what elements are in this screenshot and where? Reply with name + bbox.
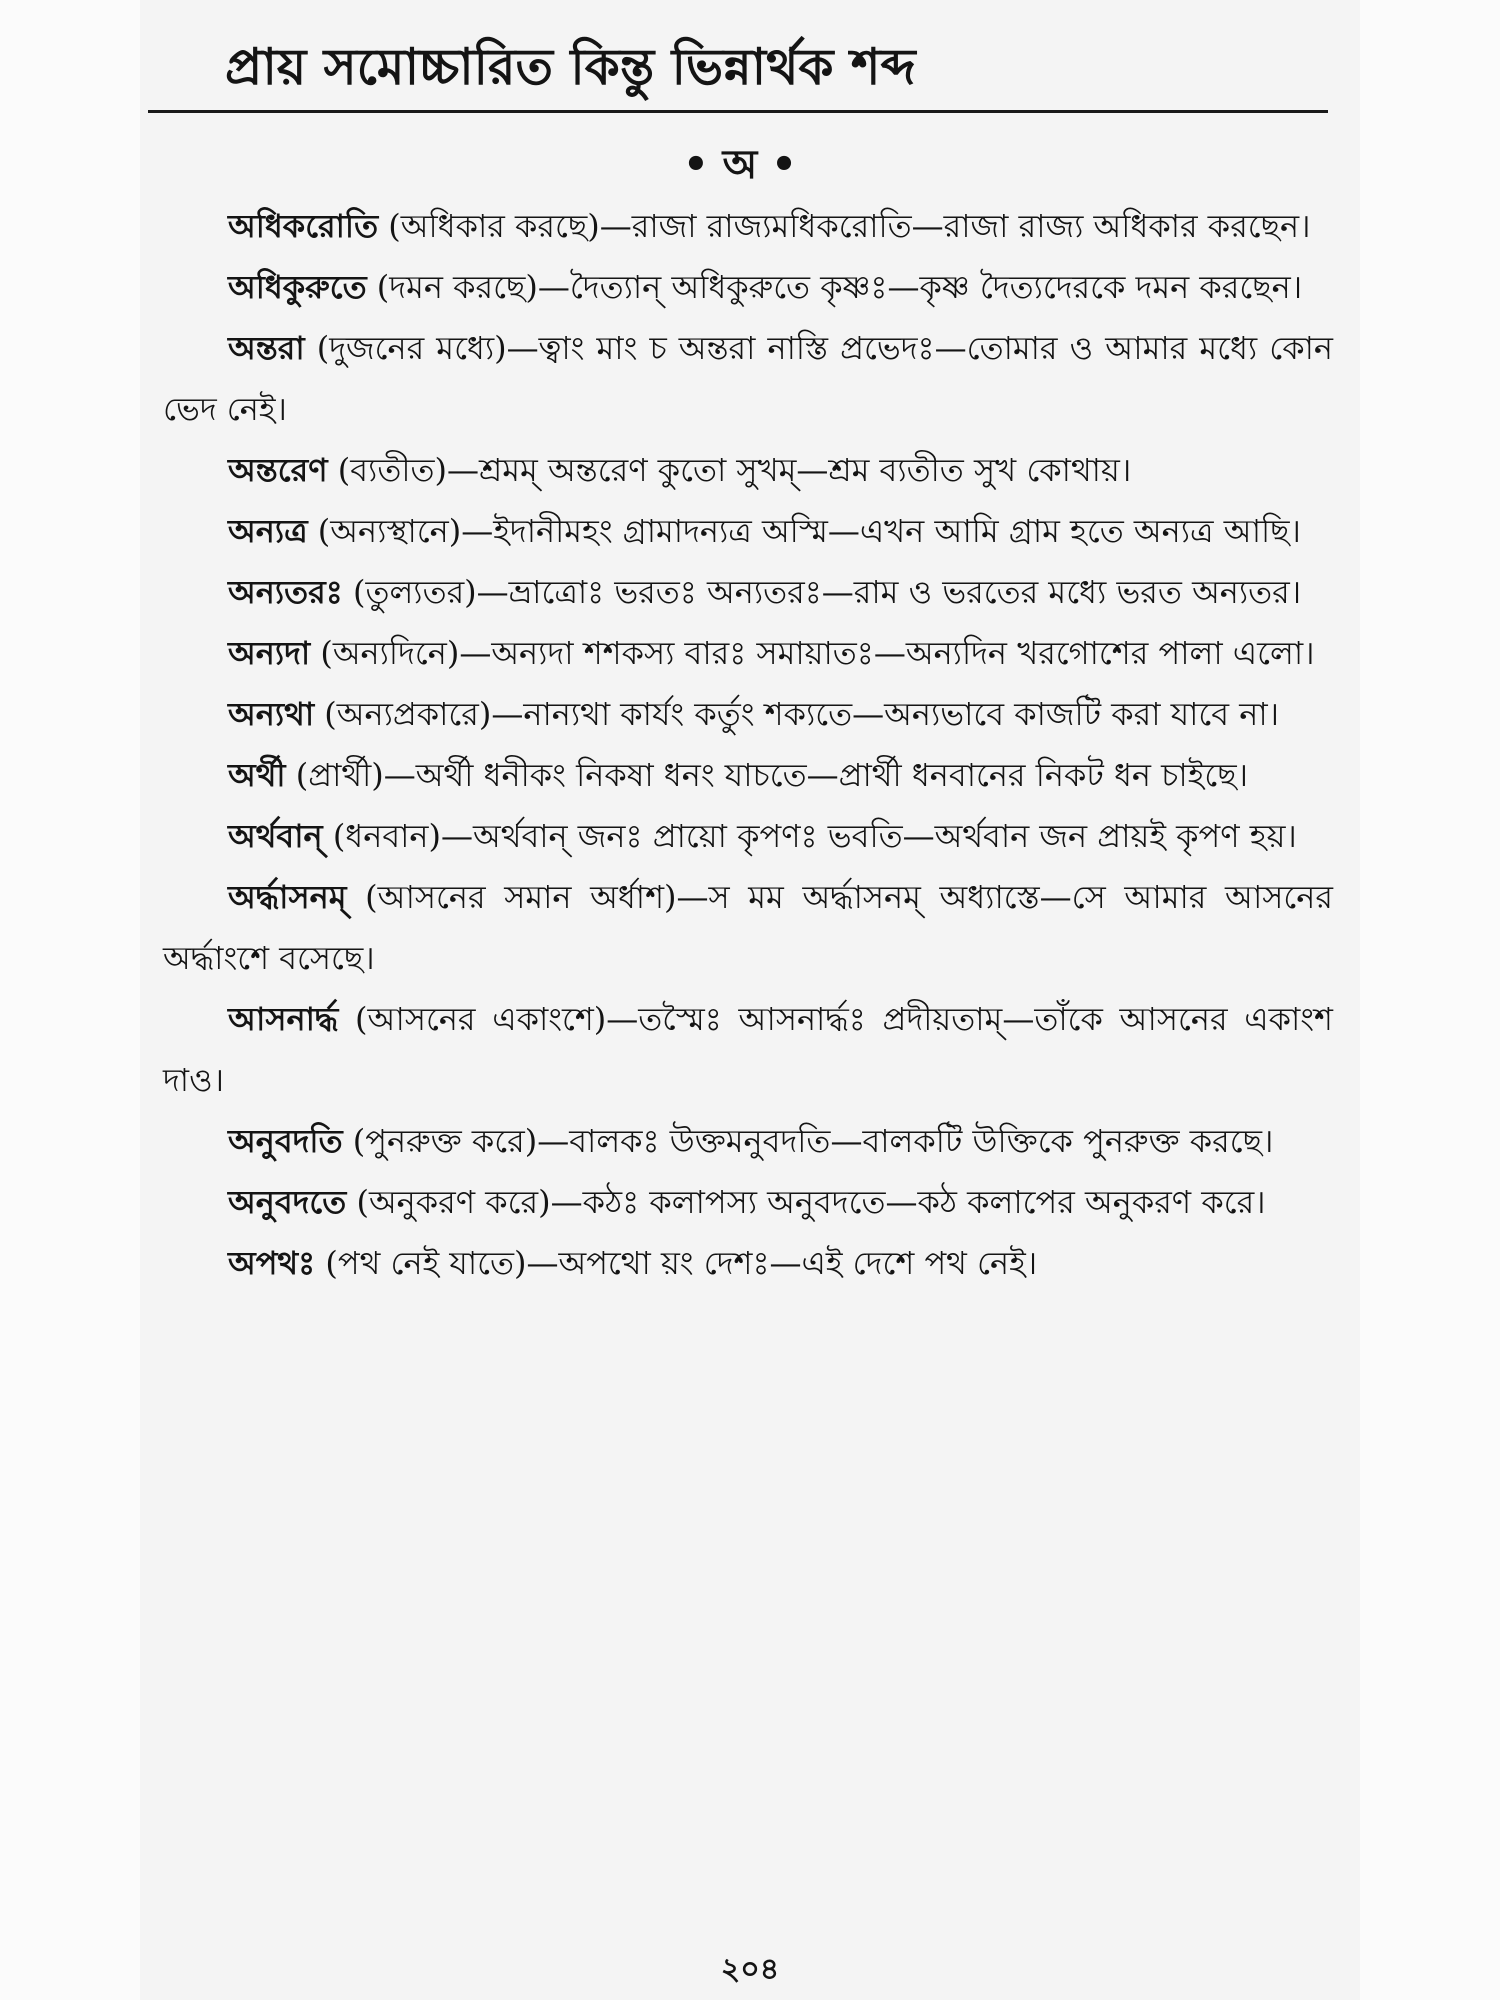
entry-headword: অনুবদতে [228,1183,347,1221]
entry-headword: অন্যতরঃ [228,573,343,611]
entry-item [163,745,1333,806]
entry-headword: অর্থবান্ [228,817,323,855]
entry-definition: (ধনবান)—অর্থবান্ জনঃ প্রায়ো কৃপণঃ ভবতি—অর্থবান জন প্রায়ই কৃপণ হয়। [322,817,1297,855]
entry-headword: অন্যত্র [228,512,308,550]
entry-headword: অন্যথা [228,695,315,733]
entry-headword: অনুবদতি [228,1122,343,1160]
entry-headword: অধিকরোতি [228,207,379,245]
entry-headword: অর্থী [228,756,286,794]
entry-headword: অন্তরা [228,329,305,367]
entry-item [163,318,1333,440]
entry-headword: অধিকুরুতে [228,268,367,306]
entry-definition: (দুজনের মধ্যে)—ত্বাং মাং চ অন্তরা নাস্তি প্রভেদঃ—তোমার ও আমার মধ্যে কোন ভেদ নেই। [163,329,1333,428]
title-underline [148,110,1328,113]
entry-definition: (ব্যতীত)—শ্রমম্ অন্তরেণ কুতো সুখম্—শ্রম ব্যতীত সুখ কোথায়। [327,451,1132,489]
entry-definition: (প্রার্থী)—অর্থী ধনীকং নিকষা ধনং যাচতে—প্রার্থী ধনবানের নিকট ধন চাইছে। [285,756,1249,794]
entry-headword: অন্তরেণ [228,451,328,489]
page-number: ২০৪ [720,1952,780,1987]
entry-definition: (অন্যপ্রকারে)—নান্যথা কার্যং কর্তুং শক্যতে—অন্যভাবে কাজটি করা যাবে না। [314,695,1280,733]
entry-definition: (তুল্যতর)—ভ্রাত্রোঃ ভরতঃ অন্যতরঃ—রাম ও ভরতের মধ্যে ভরত অন্যতর। [342,573,1302,611]
entry-item [163,806,1333,867]
entry-item [163,257,1333,318]
entry-headword: অপথঃ [228,1244,316,1282]
entry-item [163,196,1333,257]
page-title: প্রায় সমোচ্চারিত কিন্তু ভিন্নার্থক শব্দ [225,37,916,96]
entry-definition: (অনুকরণ করে)—কঠঃ কলাপস্য অনুবদতে—কঠ কলাপের অনুকরণ করে। [346,1183,1266,1221]
entry-item [163,501,1333,562]
entry-definition: (পুনরুক্ত করে)—বালকঃ উক্তমনুবদতি—বালকটি উক্তিকে পুনরুক্ত করছে। [342,1122,1274,1160]
entry-definition: (পথ নেই যাতে)—অপথো য়ং দেশঃ—এই দেশে পথ নেই। [315,1244,1038,1282]
entry-item [163,989,1333,1111]
section-heading: • অ • [683,141,797,188]
entry-definition: (আসনের একাংশে)—তস্মৈঃ আসনার্দ্ধঃ প্রদীয়তাম্—তাঁকে আসনের একাংশ দাও। [163,1000,1333,1099]
entry-item [163,1233,1333,1294]
entry-item [163,684,1333,745]
entry-headword: অর্দ্ধাসনম্ [228,878,347,916]
entry-headword: অন্যদা [228,634,311,672]
entry-item [163,623,1333,684]
entry-item [163,562,1333,623]
entry-definition: (অধিকার করছে)—রাজা রাজ্যমধিকরোতি—রাজা রাজ্য অধিকার করছেন। [378,207,1311,245]
entry-definition: (আসনের সমান অর্ধাশ)—স মম অর্দ্ধাসনম্ অধ্যাস্তে—সে আমার আসনের অর্দ্ধাংশে বসেছে। [163,878,1333,977]
entry-item [163,1111,1333,1172]
entry-item [163,440,1333,501]
entry-list [163,196,1333,1294]
entry-definition: (দমন করছে)—দৈত্যান্ অধিকুরুতে কৃষ্ণঃ—কৃষ্ণ দৈত্যদেরকে দমন করছেন। [366,268,1303,306]
entry-item [163,1172,1333,1233]
entry-item [163,867,1333,989]
entry-definition: (অন্যদিনে)—অন্যদা শশকস্য বারঃ সমায়াতঃ—অন্যদিন খরগোশের পালা এলো। [310,634,1315,672]
entry-definition: (অন্যস্থানে)—ইদানীমহং গ্রামাদন্যত্র অস্মি—এখন আমি গ্রাম হতে অন্যত্র আছি। [307,512,1302,550]
entry-headword: আসনার্দ্ধ [228,1000,339,1038]
